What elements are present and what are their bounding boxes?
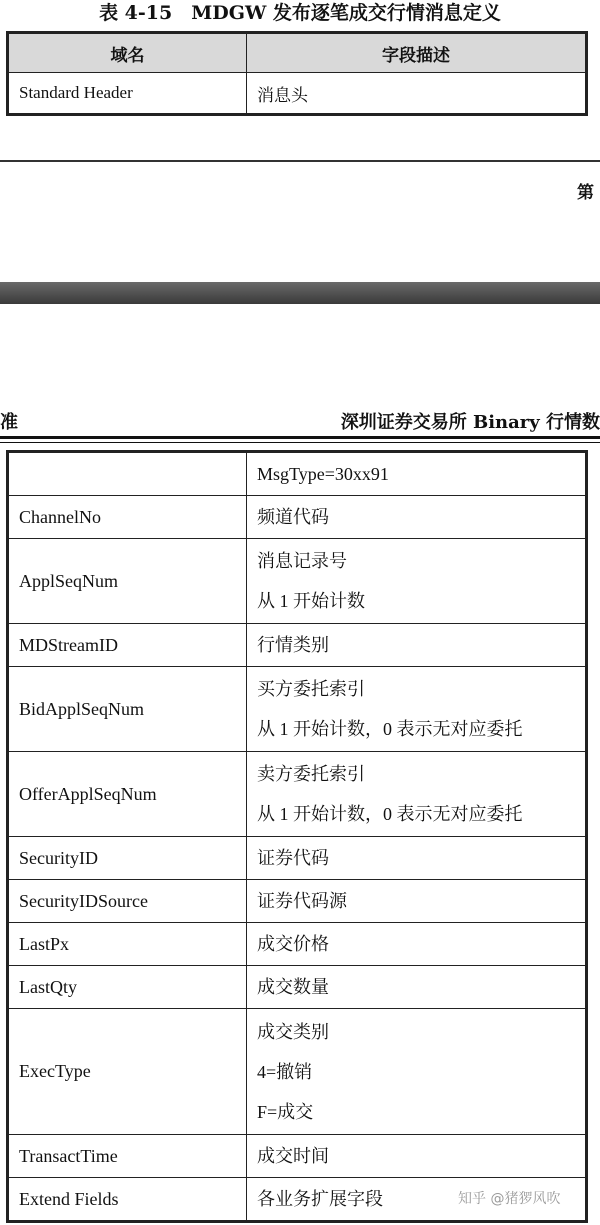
desc-line: 从 1 开始计数 — [257, 591, 365, 611]
field-desc-cell — [247, 539, 586, 624]
desc-line: 频道代码 — [257, 507, 329, 527]
field-name-cell: ApplSeqNum — [9, 539, 247, 624]
desc-line: 卖方委托索引 — [257, 764, 365, 784]
field-name-cell: LastQty — [9, 966, 247, 1009]
desc-line: 证券代码 — [257, 848, 329, 868]
table-row — [9, 1009, 586, 1135]
field-desc-cell — [247, 966, 586, 1009]
page-gap-band — [0, 282, 600, 304]
field-desc-cell — [247, 923, 586, 966]
field-desc-cell — [247, 1009, 586, 1135]
field-name-cell: MDStreamID — [9, 624, 247, 667]
table-row — [9, 752, 586, 837]
field-desc-cell — [247, 496, 586, 539]
header-rule-thick — [0, 436, 600, 439]
watermark: 知乎 @猪猡风吹 — [458, 1191, 561, 1207]
field-name-cell: SecurityIDSource — [9, 880, 247, 923]
field-name-cell: OfferApplSeqNum — [9, 752, 247, 837]
top-table — [8, 33, 586, 114]
running-header-left: 准 — [0, 412, 18, 433]
page-number-fragment: 第 — [577, 183, 594, 203]
table-row — [9, 453, 586, 496]
field-desc-cell — [247, 624, 586, 667]
field-desc-cell — [247, 453, 586, 496]
desc-line: 行情类别 — [257, 635, 329, 655]
page-bottom-rule — [0, 160, 600, 162]
table-row — [9, 73, 586, 114]
field-name-cell: LastPx — [9, 923, 247, 966]
field-name-cell: Standard Header — [9, 73, 247, 114]
header-field-description: 字段描述 — [247, 34, 586, 73]
field-name-cell: TransactTime — [9, 1135, 247, 1178]
table-row — [9, 624, 586, 667]
table-row — [9, 496, 586, 539]
field-name-cell: ChannelNo — [9, 496, 247, 539]
header-field-name: 域名 — [9, 34, 247, 73]
desc-line: 4=撤销 — [257, 1061, 313, 1082]
desc-line: 从 1 开始计数，0 表示无对应委托 — [257, 719, 523, 739]
table-row — [9, 966, 586, 1009]
field-name-cell: ExecType — [9, 1009, 247, 1135]
desc-line: 消息记录号 — [257, 551, 347, 571]
field-desc-cell — [247, 837, 586, 880]
field-name-cell: Extend Fields — [9, 1178, 247, 1221]
running-header-right: 深圳证券交易所 Binary 行情数 — [340, 412, 600, 433]
desc-line: 各业务扩展字段 — [257, 1189, 383, 1209]
table-row — [9, 1135, 586, 1178]
desc-line: 成交类别 — [257, 1021, 329, 1042]
table-row — [9, 923, 586, 966]
table-row — [9, 837, 586, 880]
field-desc-cell — [247, 1135, 586, 1178]
desc-line: 买方委托索引 — [257, 679, 365, 699]
field-name-cell: BidApplSeqNum — [9, 667, 247, 752]
message-definition-table — [8, 452, 586, 1221]
desc-line: 证券代码源 — [257, 891, 347, 911]
desc-line: 从 1 开始计数，0 表示无对应委托 — [257, 804, 523, 824]
field-name-cell — [9, 453, 247, 496]
table-title: 表 4-15 MDGW 发布逐笔成交行情消息定义 — [99, 2, 501, 24]
table-row — [9, 539, 586, 624]
table-row — [9, 667, 586, 752]
desc-line: 成交时间 — [257, 1146, 329, 1166]
desc-line: 成交价格 — [257, 934, 329, 954]
header-rule-thin — [0, 442, 600, 443]
field-desc-cell — [247, 752, 586, 837]
desc-line: F=成交 — [257, 1101, 314, 1122]
field-desc-cell — [247, 880, 586, 923]
table-header-row — [9, 34, 586, 73]
field-name-cell: SecurityID — [9, 837, 247, 880]
desc-line: MsgType=30xx91 — [257, 464, 389, 484]
field-desc-cell: 消息头 — [247, 73, 586, 114]
field-desc-cell — [247, 667, 586, 752]
desc-line: 成交数量 — [257, 977, 329, 997]
table-row — [9, 880, 586, 923]
